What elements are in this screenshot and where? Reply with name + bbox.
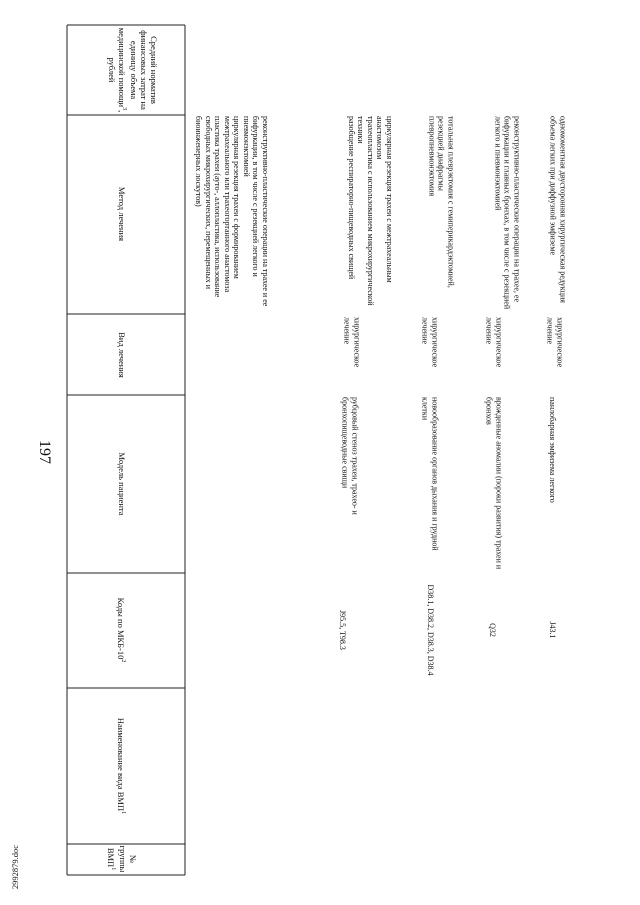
row-3-kind: хирургическое лечение	[421, 317, 440, 368]
row-2-method-3: разобщение респираторно-пищеводных свищей	[346, 116, 356, 280]
header-cost-text: Средний норматив финансовых затрат на единицу объема медицинской помощи$^3$, рублей	[107, 27, 159, 113]
row-1-method	[194, 116, 270, 312]
header-group-no: № группы ВМП$^1$	[106, 845, 138, 873]
row-2-method-1: циркулярная резекция трахеи с межтрахеальным анастомозом	[375, 116, 394, 283]
row-5-method-1: одномоментная двусторонняя хирургическая редукция объема легких при диффузной эмфиземе	[549, 116, 568, 303]
page-number: 197	[36, 440, 53, 464]
row-3-model: новообразование органов дыхания и грудной клетки	[421, 397, 440, 551]
row-1-method-3: пластика трахеи (ауто-, аллопластика, использование свободных микрохирургических, перемещенных и биоинженерных лоскутов)	[194, 116, 223, 298]
row-2-method-2: трахеопластика с использованием микрохирургической техники	[356, 116, 375, 306]
row-4-kind: хирургическое лечение	[485, 317, 504, 368]
row-5-codes: J43.1	[547, 621, 557, 639]
row-2-model: рубцовый стеноз трахеи, трахео- и бронхопищеводные свищи	[341, 397, 360, 515]
row-3-method-1: тотальная плеврэктомия с гемиперикардэктомией, резекцией диафрагмы	[436, 116, 456, 288]
row-5-method	[549, 116, 568, 312]
row-3-codes: D38.1, D38.2, D38.3, D38.4	[425, 584, 435, 676]
row-4-codes: Q32	[487, 623, 497, 637]
header-method: Метод лечения	[117, 186, 127, 242]
row-3-method	[427, 116, 456, 312]
row-2-codes: J95.5, T98.3	[337, 610, 347, 650]
row-4-method	[493, 116, 522, 312]
row-2-kind: хирургическое лечение	[343, 317, 362, 368]
row-1-method-2: циркулярная резекция трахеи с формированием межтрахеального или трахеогортанного анастомоза	[223, 116, 242, 293]
header-name: Наименование вида ВМП$^1$	[116, 717, 127, 815]
row-2-method	[346, 116, 394, 312]
row-5-model: панлобарная эмфизема легкого	[547, 397, 557, 503]
row-3-method-2: плевропневмонэктомия	[427, 116, 437, 197]
row-1-method-1: реконструктивно-пластические операции на трахее и ее бифуркации, в том числе с резекцией легкого и пневмонэктомией	[242, 116, 270, 307]
row-4-method-1: реконструктивно-пластические операции на трахее, ее бифуркации и главных бронхах, в том числе с резекцией легкого и пневмонэктомией	[493, 116, 522, 310]
header-model: Модель пациента	[117, 452, 127, 516]
header-codes: Коды по МКБ-$10^2$	[116, 597, 127, 663]
footer-document-code: 2992879.doc	[10, 844, 20, 890]
row-4-model: врожденные аномалии (пороки развития) трахеи и бронхов	[485, 397, 504, 570]
row-5-kind: хирургическое лечение	[546, 317, 565, 368]
header-kind: Вид лечения	[117, 332, 127, 378]
